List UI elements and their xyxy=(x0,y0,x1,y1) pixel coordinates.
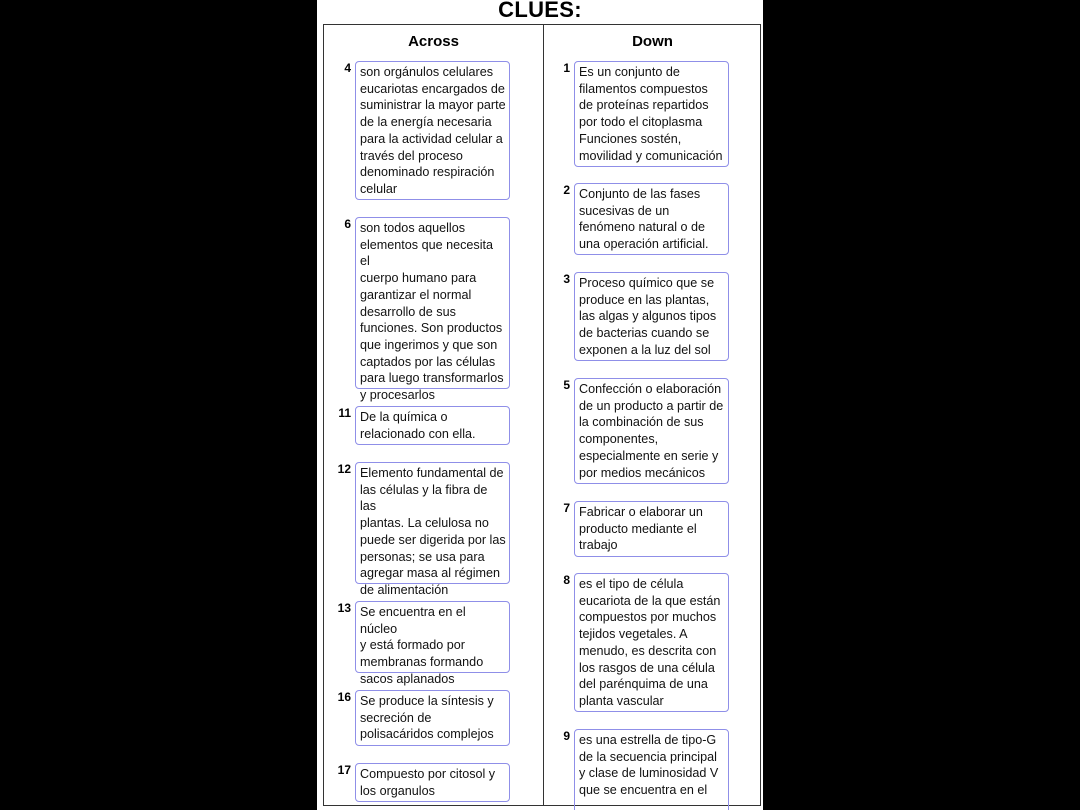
clue-text: Elemento fundamental de las células y la fibra de las plantas. La celulosa no puede ser digerida por las personas; se usa para agregar masa al régimen de alimentación xyxy=(355,462,510,584)
clue-text: es una estrella de tipo-G de la secuencia principal y clase de luminosidad V que se encuentra en el xyxy=(574,729,729,810)
clue-number: 6 xyxy=(344,217,351,231)
clues-table xyxy=(323,24,761,806)
clue-number: 12 xyxy=(337,462,351,476)
clue-text: Conjunto de las fases sucesivas de un fenómeno natural o de una operación artificial. xyxy=(574,183,729,255)
clue-text: Confección o elaboración de un producto a partir de la combinación de sus componentes, especialmente en serie y por medios mecánicos xyxy=(574,378,729,484)
clue-number: 4 xyxy=(344,61,351,75)
clue-text: Proceso químico que se produce en las plantas, las algas y algunos tipos de bacterias cuando se exponen a la luz del sol xyxy=(574,272,729,361)
clue-number: 13 xyxy=(337,601,351,615)
clue-number: 16 xyxy=(337,690,351,704)
crossword-clues-sheet xyxy=(317,0,763,810)
clue-text: Fabricar o elaborar un producto mediante el trabajo xyxy=(574,501,729,557)
clue-number: 7 xyxy=(563,501,570,515)
clue-number: 1 xyxy=(563,61,570,75)
clue-number: 8 xyxy=(563,573,570,587)
column-divider xyxy=(543,25,544,805)
clue-text: son todos aquellos elementos que necesita el cuerpo humano para garantizar el normal desarrollo de sus funciones. Son productos que ingerimos y que son captados por las células para luego transformarlos y procesarlos xyxy=(355,217,510,389)
clue-number: 9 xyxy=(563,729,570,743)
clue-text: Es un conjunto de filamentos compuestos de proteínas repartidos por todo el citoplasma Funciones sostén, movilidad y comunicación xyxy=(574,61,729,167)
clue-number: 11 xyxy=(338,406,351,420)
clue-number: 2 xyxy=(563,183,570,197)
clue-number: 17 xyxy=(337,763,351,777)
clue-number: 5 xyxy=(563,378,570,392)
clue-text: son orgánulos celulares eucariotas encargados de suministrar la mayor parte de la energía necesaria para la actividad celular a través del proceso denominado respiración celular xyxy=(355,61,510,200)
down-heading: Down xyxy=(632,33,673,50)
clue-number: 3 xyxy=(563,272,570,286)
clue-text: Se encuentra en el núcleo y está formado por membranas formando sacos aplanados xyxy=(355,601,510,673)
clue-text: De la química o relacionado con ella. xyxy=(355,406,510,445)
clue-text: Se produce la síntesis y secreción de polisacáridos complejos xyxy=(355,690,510,746)
clue-text: Compuesto por citosol y los organulos xyxy=(355,763,510,802)
clue-text: es el tipo de célula eucariota de la que están compuestos por muchos tejidos vegetales. A menudo, es descrita con los rasgos de una célula del parénquima de una planta vascular xyxy=(574,573,729,712)
across-heading: Across xyxy=(408,33,459,50)
clues-title: CLUES: xyxy=(498,0,582,22)
